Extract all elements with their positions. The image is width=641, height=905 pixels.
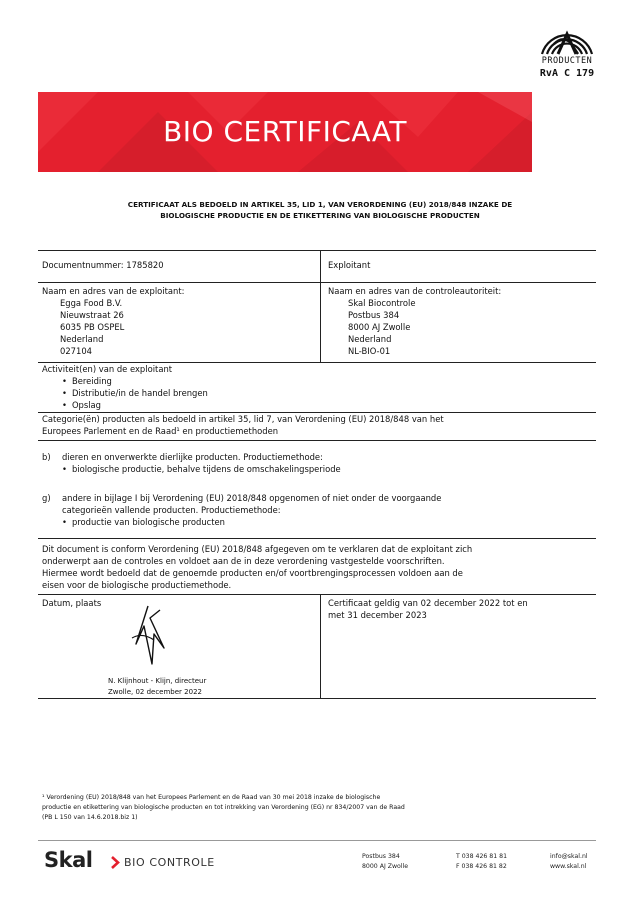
categories-line2: Europees Parlement en de Raad¹ en productiemethoden xyxy=(42,426,279,436)
operator-heading: Exploitant xyxy=(328,260,371,270)
category-g-method: • productie van biologische producten xyxy=(62,517,225,528)
footnote-line2: productie en etikettering van biologische producten en tot intrekking van Verordening (EG) nr 834/2007 van de Raad xyxy=(42,804,405,811)
exploitant-label: Naam en adres van de exploitant: xyxy=(42,286,185,296)
footnote-line1: ¹ Verordening (EU) 2018/848 van het Europees Parlement en de Raad van 30 mei 2018 inzake de biologische xyxy=(42,794,381,801)
rva-logo-line2: RvA C 179 xyxy=(539,68,595,79)
exploitant-line: 6035 PB OSPEL xyxy=(60,322,125,332)
footer-contact xyxy=(456,852,507,872)
exploitant-line: Nieuwstraat 26 xyxy=(60,310,124,320)
signature-place-date: Zwolle, 02 december 2022 xyxy=(108,688,202,696)
table-divider xyxy=(38,412,596,413)
footer-phone: T 038 426 81 81 xyxy=(456,853,508,860)
date-place-label: Datum, plaats xyxy=(42,598,102,608)
footer-fax: F 038 426 81 82 xyxy=(456,863,507,870)
statement-line: Hiermee wordt bedoeld dat de genoemde producten en/of voortbrengingsprocessen voldoen aan de xyxy=(42,568,463,578)
category-g-text: andere in bijlage I bij Verordening (EU) 2018/848 opgenomen of niet onder de voorgaande xyxy=(62,493,442,503)
exploitant-line: 027104 xyxy=(60,346,92,356)
statement-line: onderwerpt aan de controles en voldoet aan de in deze verordening vastgestelde voorschriften. xyxy=(42,556,445,566)
table-top-border xyxy=(38,250,596,251)
footer-email[interactable]: info@skal.nl xyxy=(550,853,588,860)
footnote xyxy=(42,793,562,823)
authority-line: NL-BIO-01 xyxy=(348,346,391,356)
footer-web xyxy=(550,852,588,872)
activity-item: • Opslag xyxy=(62,400,101,411)
rva-logo-line1: PRODUCTEN xyxy=(541,56,593,66)
authority-line: Skal Biocontrole xyxy=(348,298,416,308)
statement-line: eisen voor de biologische productiemethode. xyxy=(42,580,232,590)
certificate-banner xyxy=(38,92,532,172)
skal-logo-subtitle: BIO CONTROLE xyxy=(124,856,215,869)
certificate-subtitle xyxy=(70,199,570,221)
authority-line: Postbus 384 xyxy=(348,310,400,320)
footnote-line3: (PB L 150 van 14.6.2018.biz 1) xyxy=(42,814,138,821)
subtitle-line1: CERTIFICAAT ALS BEDOELD IN ARTIKEL 35, LID 1, VAN VERORDENING (EU) 2018/848 INZAKE DE xyxy=(127,200,513,209)
activity-item: • Distributie/in de handel brengen xyxy=(62,388,208,399)
table-column-divider xyxy=(320,250,321,362)
skal-logo-text: Skal xyxy=(44,848,93,872)
table-divider xyxy=(38,282,596,283)
footer-address-line1: Postbus 384 xyxy=(362,853,400,860)
subtitle-line2: BIOLOGISCHE PRODUCTIE EN DE ETIKETTERING VAN BIOLOGISCHE PRODUCTEN xyxy=(160,211,480,220)
rva-emblem-icon xyxy=(536,14,598,58)
exploitant-line: Nederland xyxy=(60,334,104,344)
table-column-divider xyxy=(320,594,321,698)
signatory-name: N. Klijnhout - Klijn, directeur xyxy=(108,677,207,685)
category-b-method: • biologische productie, behalve tijdens de omschakelingsperiode xyxy=(62,464,341,475)
statement-line: Dit document is conform Verordening (EU) 2018/848 afgegeven om te verklaren dat de exploitant zich xyxy=(42,544,473,554)
handwritten-signature xyxy=(130,604,170,668)
validity-line2: met 31 december 2023 xyxy=(328,610,427,620)
category-b-text: dieren en onverwerkte dierlijke producten. Productiemethode: xyxy=(62,452,323,462)
activity-item: • Bereiding xyxy=(62,376,112,387)
table-divider xyxy=(38,362,596,363)
footer-divider xyxy=(38,840,596,841)
chevron-right-icon xyxy=(110,856,120,869)
footer-address xyxy=(362,852,408,872)
categories-line1: Categorie(ën) producten als bedoeld in artikel 35, lid 7, van Verordening (EU) 2018/848 van het xyxy=(42,414,444,424)
validity-line1: Certificaat geldig van 02 december 2022 tot en xyxy=(328,598,528,608)
table-divider xyxy=(38,594,596,595)
authority-label: Naam en adres van de controleautoriteit: xyxy=(328,286,502,296)
category-g-text: categorieën vallende producten. Productiemethode: xyxy=(62,505,281,515)
authority-line: 8000 AJ Zwolle xyxy=(348,322,411,332)
category-b-letter: b) xyxy=(42,452,51,462)
rva-accreditation-logo xyxy=(536,14,598,90)
exploitant-line: Egga Food B.V. xyxy=(60,298,123,308)
table-divider xyxy=(38,538,596,539)
document-number: Documentnummer: 1785820 xyxy=(42,260,164,270)
table-divider xyxy=(38,440,596,441)
category-g-letter: g) xyxy=(42,493,51,503)
banner-title: BIO CERTIFICAAT xyxy=(163,115,407,148)
footer-website[interactable]: www.skal.nl xyxy=(550,863,587,870)
footer-address-line2: 8000 AJ Zwolle xyxy=(362,863,409,870)
authority-line: Nederland xyxy=(348,334,392,344)
table-bottom-border xyxy=(38,698,596,699)
activities-label: Activiteit(en) van de exploitant xyxy=(42,364,173,374)
